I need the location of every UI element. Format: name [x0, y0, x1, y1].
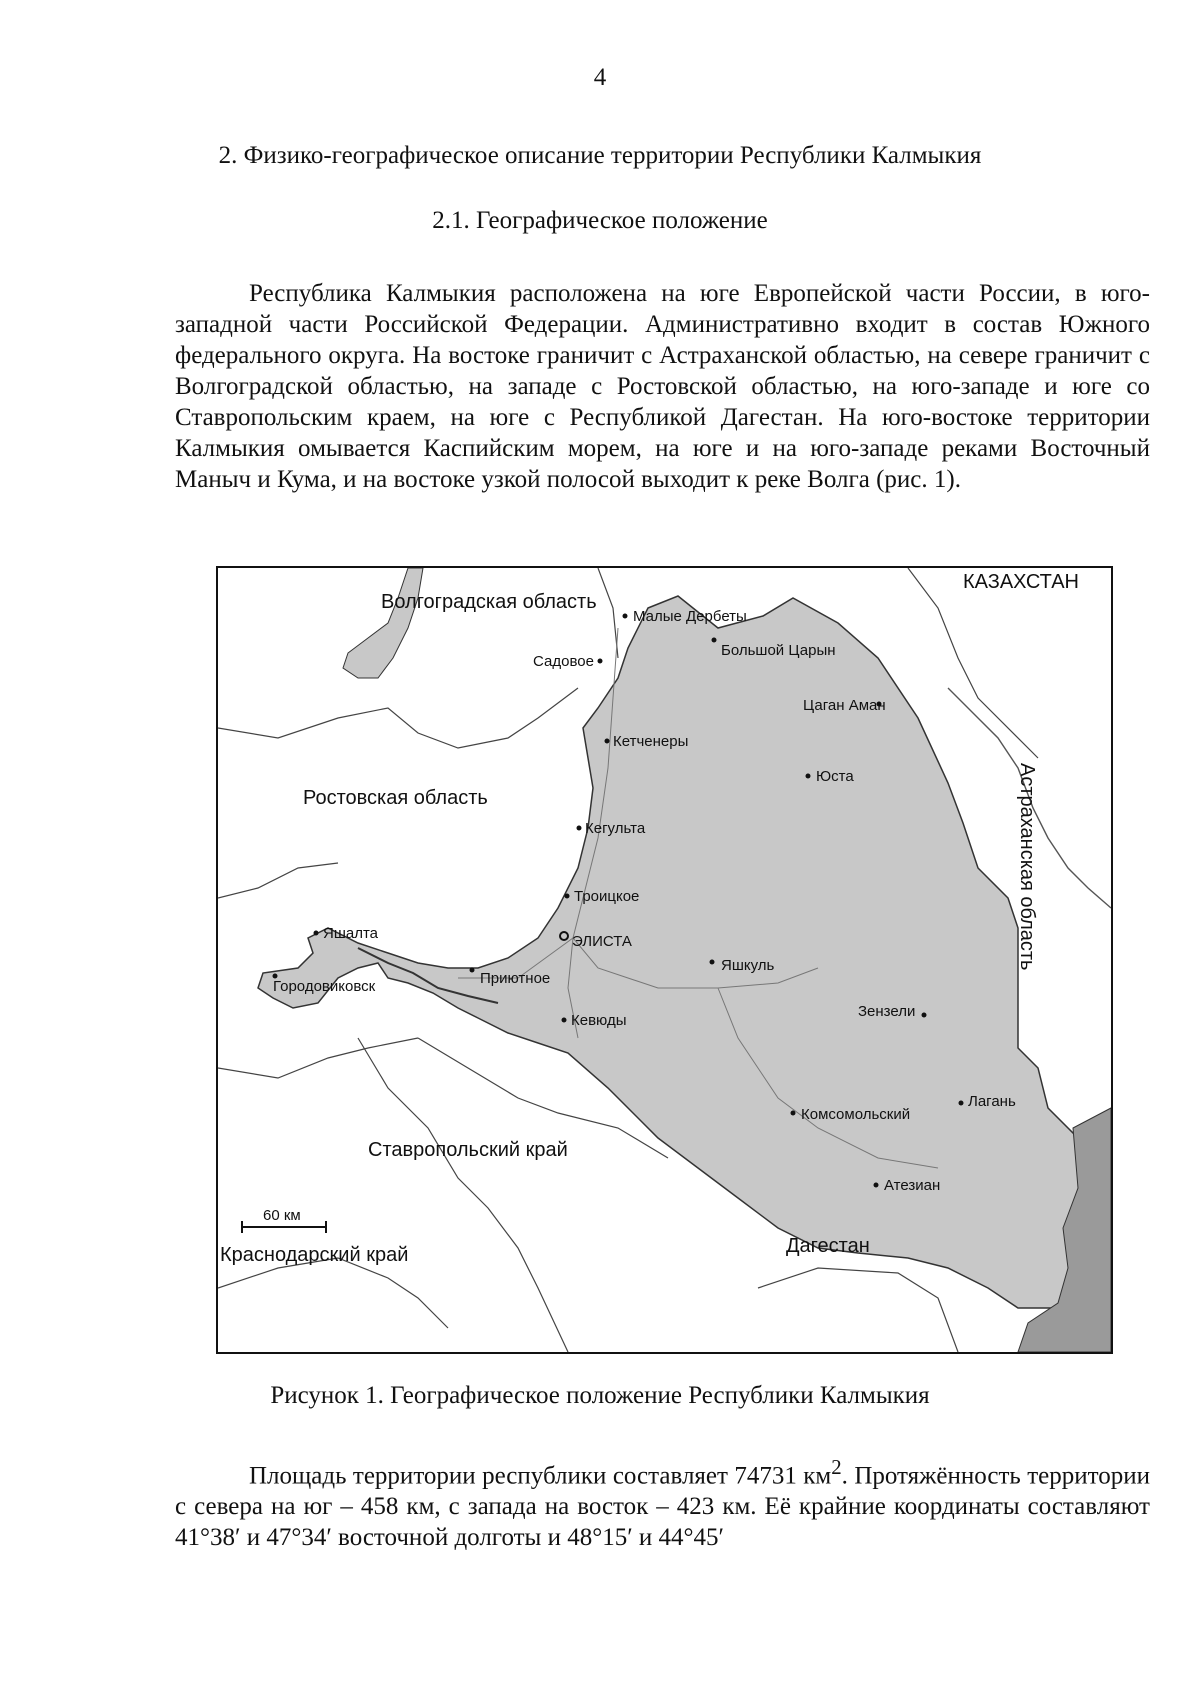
- area-superscript: 2: [831, 1455, 842, 1479]
- page-number: 4: [593, 64, 607, 91]
- city-dot-priyutnoe: [470, 968, 475, 973]
- city-dot-yashkul: [710, 960, 715, 965]
- label-gorodovikovsk: Городовиковск: [273, 978, 376, 995]
- label-sadovoe: Садовое: [533, 653, 594, 670]
- label-rostov: Ростовская область: [303, 787, 488, 809]
- map-figure: [216, 566, 1113, 1354]
- map-svg: [218, 568, 1111, 1352]
- label-tsagan-aman: Цаган Аман: [803, 697, 886, 714]
- label-krasnodar: Краснодарский край: [220, 1244, 409, 1266]
- label-malye-derbety: Малые Дербеты: [633, 608, 747, 625]
- city-dot-malye-derbety: [623, 614, 628, 619]
- label-troitskoe: Троицкое: [574, 888, 640, 905]
- label-ateziyan: Атезиан: [884, 1177, 941, 1194]
- subsection-title: 2.1. Географическое положение: [432, 207, 768, 234]
- section-title: 2. Физико-географическое описание территории Республики Калмыкия: [218, 142, 982, 169]
- figure-caption: Рисунок 1. Географическое положение Республики Калмыкия: [270, 1382, 930, 1409]
- city-dot-sadovoe: [598, 659, 603, 664]
- city-dot-komsomolsky: [791, 1111, 796, 1116]
- label-volgograd: Волгоградская область: [381, 591, 597, 613]
- area-text-start: Площадь территории республики составляет 74731 км: [249, 1462, 832, 1490]
- city-dot-bolshoy-tsaryn: [712, 638, 717, 643]
- label-bolshoy-tsaryn: Большой Царын: [721, 642, 836, 659]
- city-dot-lagan: [959, 1101, 964, 1106]
- city-dot-kegulta: [577, 826, 582, 831]
- label-kazakhstan: КАЗАХСТАН: [963, 571, 1079, 593]
- label-yashalta: Яшалта: [323, 925, 379, 942]
- label-kevyudy: Кевюды: [571, 1012, 627, 1029]
- label-dagestan: Дагестан: [786, 1235, 870, 1257]
- city-dot-ateziyan: [874, 1183, 879, 1188]
- intro-paragraph: Республика Калмыкия расположена на юге Европейской части России, в юго-западной части Российской Федерации. Административно входит в состав Южного федерального округа. На востоке граничит с Астраханской областью, на севере граничит с Волгоградской областью, на западе с Ростовской областью, на юго-западе и юге со Ставропольским краем, на юге с Республикой Дагестан. На юго-востоке территории Калмыкия омывается Каспийским морем, на юге и на юго-западе реками Восточный Маныч и Кума, и на востоке узкой полосой выходит к реке Волга (рис. 1).: [175, 280, 1150, 493]
- city-dot-zenzeli: [922, 1013, 927, 1018]
- label-priyutnoe: Приютное: [480, 970, 551, 987]
- city-dot-troitskoe: [565, 894, 570, 899]
- city-dot-ketchenery: [605, 739, 610, 744]
- label-komsomolsky: Комсомольский: [801, 1106, 911, 1123]
- city-dot-yashalta: [314, 931, 319, 936]
- label-kegulta: Кегульта: [585, 820, 646, 837]
- label-elista: ЭЛИСТА: [572, 933, 632, 950]
- label-stavropol: Ставропольский край: [368, 1139, 568, 1161]
- area-paragraph: [175, 1452, 1150, 1553]
- scale-bar: [242, 1207, 326, 1233]
- label-lagan: Лагань: [968, 1093, 1016, 1110]
- label-astrakhan: Астраханская область: [1016, 763, 1038, 971]
- label-yusta: Юста: [816, 768, 854, 785]
- scale-label: 60 км: [263, 1207, 301, 1224]
- area-text-end: . Протяжённость территории с севера на юг – 458 км, с запада на восток – 423 км. Её крайние координаты составляют 41°38′ и 47°34′ восточной долготы и 48°15′ и 44°45′: [175, 1462, 1150, 1552]
- label-yashkul: Яшкуль: [721, 957, 775, 974]
- city-dot-yusta: [806, 774, 811, 779]
- kalmykia-territory: [258, 596, 1098, 1308]
- reservoir: [343, 568, 423, 678]
- label-ketchenery: Кетченеры: [613, 733, 689, 750]
- city-dot-kevyudy: [562, 1018, 567, 1023]
- label-zenzeli: Зензели: [858, 1003, 916, 1020]
